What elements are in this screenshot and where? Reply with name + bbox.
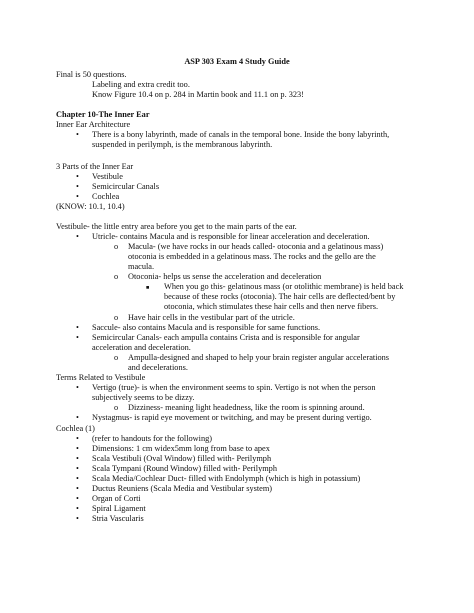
saccule-line: Saccule- also contains Macula and is responsible for same functions. bbox=[92, 323, 321, 332]
cochlea-item: Stria Vascularis bbox=[92, 514, 144, 523]
cochlea-item: Ductus Reuniens (Scala Media and Vestibular system) bbox=[92, 484, 273, 493]
utricle-line: Utricle- contains Macula and is responsible for linear acceleration and deceleration. bbox=[92, 232, 370, 241]
bullet-icon: • bbox=[76, 383, 79, 392]
circle-bullet-icon: o bbox=[114, 403, 119, 412]
vertigo-line-1: Vertigo (true)- is when the environment seems to spin. Vertigo is not when the person bbox=[92, 383, 376, 392]
bullet-icon: • bbox=[76, 333, 79, 342]
part-item: Cochlea bbox=[92, 192, 120, 201]
bullet-icon: • bbox=[76, 192, 79, 201]
part-item: Semicircular Canals bbox=[92, 182, 160, 191]
otoconia-line: Otoconia- helps us sense the acceleration and deceleration bbox=[128, 272, 322, 281]
bullet-icon: • bbox=[76, 514, 79, 523]
vertigo-line-2: subjectively seems to be dizzy. bbox=[92, 393, 195, 402]
when-line-3: otoconia, which stimulates these hair cells and then nerve fibers. bbox=[164, 302, 379, 311]
bullet-icon: • bbox=[76, 413, 79, 422]
ampulla-line-1: Ampulla-designed and shaped to help your brain register angular accelerations bbox=[128, 353, 390, 362]
circle-bullet-icon: o bbox=[114, 242, 119, 251]
bony-line-2: suspended in perilymph, is the membranous labyrinth. bbox=[92, 140, 273, 149]
bullet-icon: • bbox=[76, 232, 79, 241]
cochlea-item: (refer to handouts for the following) bbox=[92, 434, 213, 443]
architecture-label: Inner Ear Architecture bbox=[56, 120, 131, 129]
circle-bullet-icon: o bbox=[114, 313, 119, 322]
macula-line-3: macula. bbox=[128, 262, 155, 271]
intro-know: Know Figure 10.4 on p. 284 in Martin book and 11.1 on p. 323! bbox=[92, 90, 304, 99]
bullet-icon: • bbox=[76, 484, 79, 493]
bullet-icon: • bbox=[76, 504, 79, 513]
circle-bullet-icon: o bbox=[114, 353, 119, 362]
part-item: Vestibule bbox=[92, 172, 123, 181]
cochlea-item: Spiral Ligament bbox=[92, 504, 146, 513]
bullet-icon: • bbox=[76, 464, 79, 473]
when-line-1: When you go this- gelatinous mass (or otolithic membrane) is held back bbox=[164, 282, 404, 291]
parts-heading: 3 Parts of the Inner Ear bbox=[56, 162, 134, 171]
bullet-icon: • bbox=[76, 474, 79, 483]
cochlea-item: Scala Tympani (Round Window) filled with- Perilymph bbox=[92, 464, 277, 473]
terms-heading: Terms Related to Vestibule bbox=[56, 373, 146, 382]
canals-line-2: acceleration and deceleration. bbox=[92, 343, 191, 352]
bullet-icon: • bbox=[76, 172, 79, 181]
bullet-icon: • bbox=[76, 494, 79, 503]
bullet-icon: • bbox=[76, 323, 79, 332]
canals-line-1: Semicircular Canals- each ampulla contains Crista and is responsible for angular bbox=[92, 333, 360, 342]
bullet-icon: • bbox=[76, 454, 79, 463]
cochlea-item: Dimensions: 1 cm widex5mm long from base to apex bbox=[92, 444, 270, 453]
macula-line-1: Macula- (we have rocks in our heads called- otoconia and a gelatinous mass) bbox=[128, 242, 384, 251]
bullet-icon: • bbox=[76, 434, 79, 443]
vestibule-intro: Vestibule- the little entry area before you get to the main parts of the ear. bbox=[56, 222, 297, 231]
bullet-icon: • bbox=[76, 182, 79, 191]
cochlea-item: Scala Media/Cochlear Duct- filled with Endolymph (which is high in potassium) bbox=[92, 474, 361, 483]
bullet-icon: • bbox=[76, 130, 79, 139]
cochlea-item: Scala Vestibuli (Oval Window) filled with- Perilymph bbox=[92, 454, 272, 463]
page-title: ASP 303 Exam 4 Study Guide bbox=[184, 57, 290, 66]
square-bullet-icon: ■ bbox=[146, 285, 150, 291]
when-line-2: because of these rocks (otoconia). The hair cells are deflected/bent by bbox=[164, 292, 396, 301]
nystagmus-line: Nystagmus- is rapid eye movement or twitching, and may be present during vertigo. bbox=[92, 413, 372, 422]
cochlea-heading: Cochlea (1) bbox=[56, 424, 95, 433]
parts-know: (KNOW: 10.1, 10.4) bbox=[56, 202, 125, 211]
dizziness-line: Dizziness- meaning light headedness, like the room is spinning around. bbox=[128, 403, 365, 412]
circle-bullet-icon: o bbox=[114, 272, 119, 281]
bony-line-1: There is a bony labyrinth, made of canals in the temporal bone. Inside the bony labyrinth, bbox=[92, 130, 390, 139]
chapter-heading: Chapter 10-The Inner Ear bbox=[56, 110, 150, 119]
hair-cells-line: Have hair cells in the vestibular part of the utricle. bbox=[128, 313, 295, 322]
intro-final: Final is 50 questions. bbox=[56, 70, 127, 79]
ampulla-line-2: and decelerations. bbox=[128, 363, 188, 372]
macula-line-2: otoconia is embedded in a gelatinous mass. The rocks and the gello are the bbox=[128, 252, 376, 261]
bullet-icon: • bbox=[76, 444, 79, 453]
cochlea-item: Organ of Corti bbox=[92, 494, 141, 503]
intro-labeling: Labeling and extra credit too. bbox=[92, 80, 190, 89]
